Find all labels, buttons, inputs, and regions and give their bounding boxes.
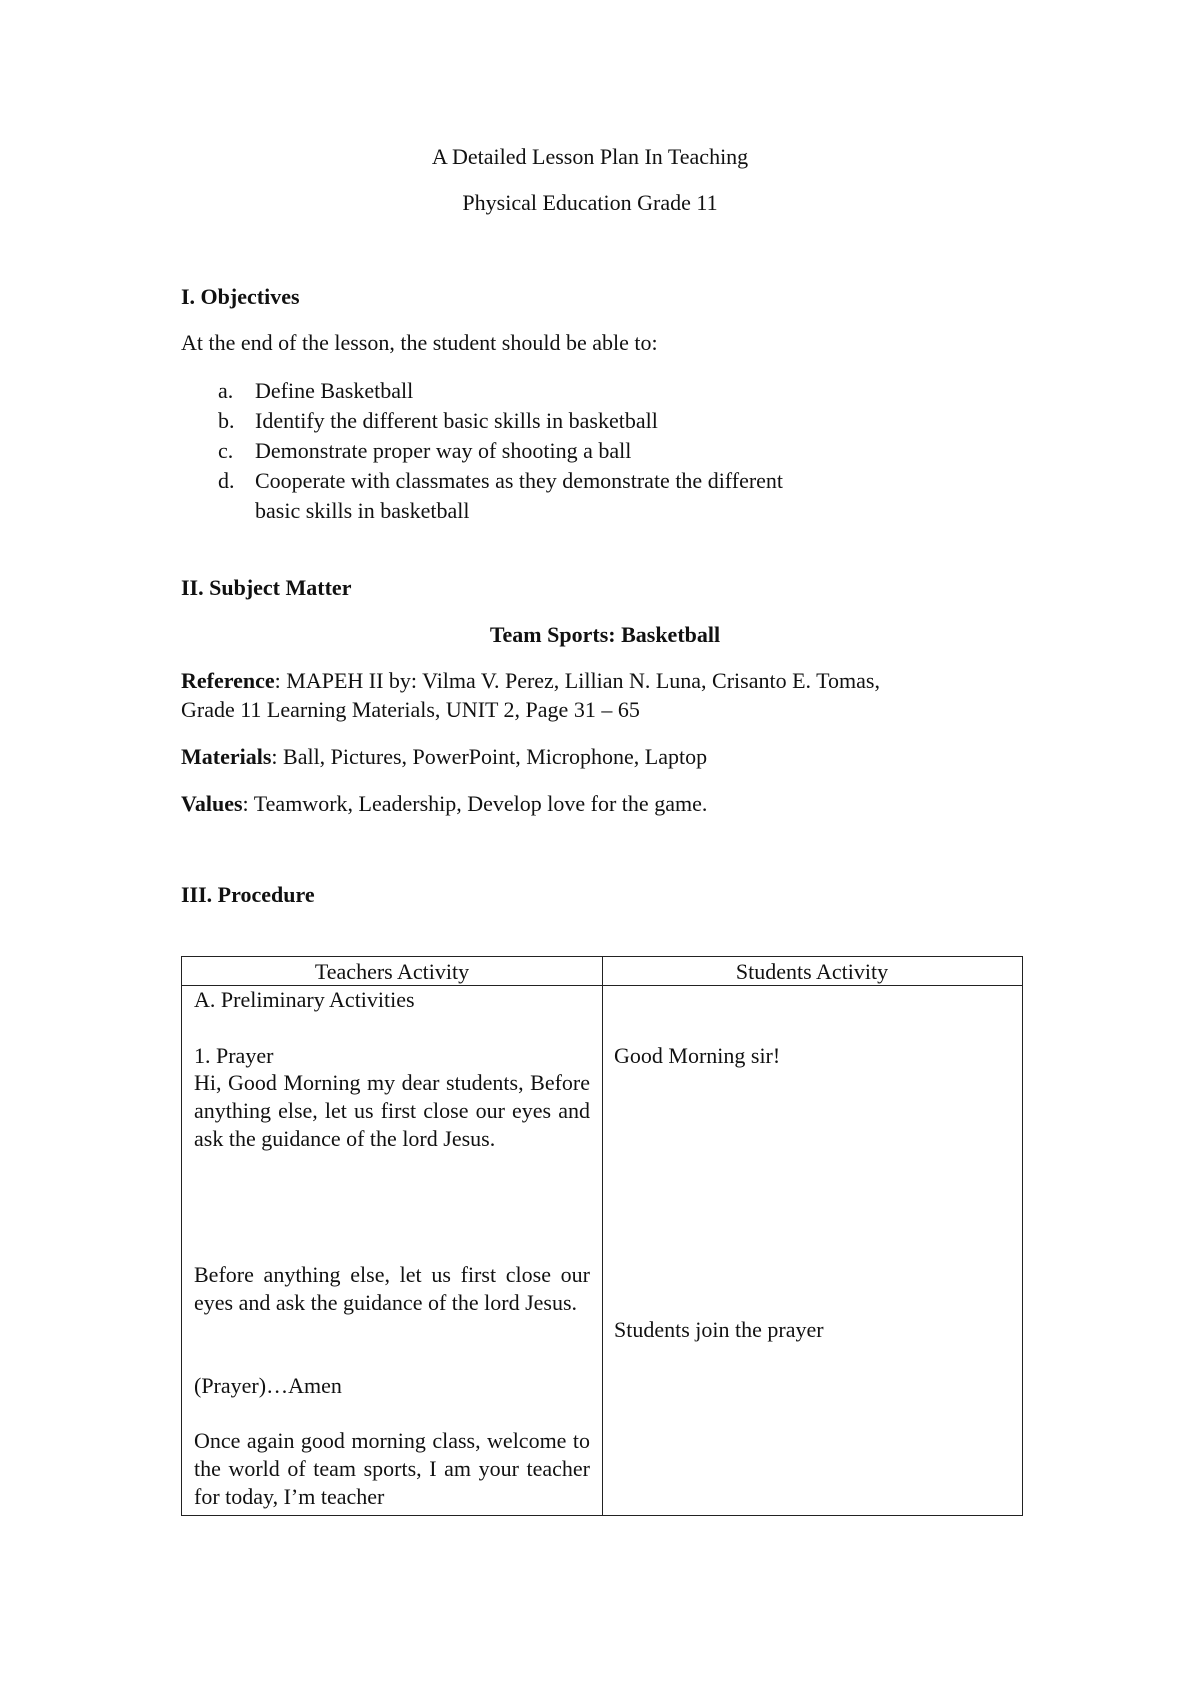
teacher-prayer: (Prayer)…Amen bbox=[194, 1373, 342, 1398]
materials-text: : Ball, Pictures, PowerPoint, Microphone, Laptop bbox=[271, 744, 708, 769]
reference-line bbox=[181, 668, 880, 694]
prayer-label: 1. Prayer bbox=[194, 1043, 274, 1068]
document-title-line-2: Physical Education Grade 11 bbox=[462, 190, 718, 215]
teachers-activity-header: Teachers Activity bbox=[314, 959, 470, 984]
objective-text: Cooperate with classmates as they demonstrate the different basic skills in basketball bbox=[255, 468, 784, 523]
materials-label: Materials bbox=[181, 744, 272, 769]
objective-item bbox=[218, 436, 858, 466]
objective-marker: d. bbox=[218, 468, 235, 493]
student-response-greeting: Good Morning sir! bbox=[614, 1043, 781, 1068]
procedure-table bbox=[181, 956, 1023, 1516]
teacher-greeting: Hi, Good Morning my dear students, Before anything else, let us first close our eyes and ask the guidance of the lord Jesus. bbox=[194, 1070, 590, 1151]
objective-item bbox=[218, 406, 858, 436]
objective-text: Identify the different basic skills in basketball bbox=[255, 408, 658, 433]
document-title-line-1: A Detailed Lesson Plan In Teaching bbox=[431, 144, 749, 169]
objective-marker: c. bbox=[218, 438, 234, 463]
procedure-heading: III. Procedure bbox=[181, 882, 315, 907]
values-text: : Teamwork, Leadership, Develop love for the game. bbox=[242, 791, 708, 816]
objective-marker: b. bbox=[218, 408, 235, 433]
teacher-prayer-request: Before anything else, let us first close our eyes and ask the guidance of the lord Jesus. bbox=[194, 1262, 590, 1315]
values-line bbox=[181, 791, 707, 817]
values-label: Values bbox=[181, 791, 243, 816]
subject-matter-heading: II. Subject Matter bbox=[181, 575, 352, 600]
materials-line bbox=[181, 744, 707, 770]
objectives-list bbox=[218, 376, 858, 526]
column-divider bbox=[602, 957, 603, 1515]
reference-line-2: Grade 11 Learning Materials, UNIT 2, Page 31 – 65 bbox=[181, 697, 640, 722]
subject-topic: Team Sports: Basketball bbox=[489, 622, 721, 647]
objective-item bbox=[218, 466, 825, 526]
student-response-prayer: Students join the prayer bbox=[614, 1317, 824, 1342]
reference-text: : MAPEH II by: Vilma V. Perez, Lillian N. Luna, Crisanto E. Tomas, bbox=[274, 668, 880, 693]
reference-label: Reference bbox=[181, 668, 275, 693]
objective-marker: a. bbox=[218, 378, 234, 403]
preliminary-activities-label: A. Preliminary Activities bbox=[194, 987, 415, 1012]
objective-text: Demonstrate proper way of shooting a ball bbox=[255, 438, 632, 463]
students-activity-header: Students Activity bbox=[735, 959, 889, 984]
objectives-heading: I. Objectives bbox=[181, 284, 300, 309]
teacher-welcome: Once again good morning class, welcome to the world of team sports, I am your teacher for today, I’m teacher bbox=[194, 1428, 590, 1509]
objective-text: Define Basketball bbox=[255, 378, 414, 403]
objectives-intro: At the end of the lesson, the student should be able to: bbox=[181, 330, 658, 355]
objective-item bbox=[218, 376, 858, 406]
